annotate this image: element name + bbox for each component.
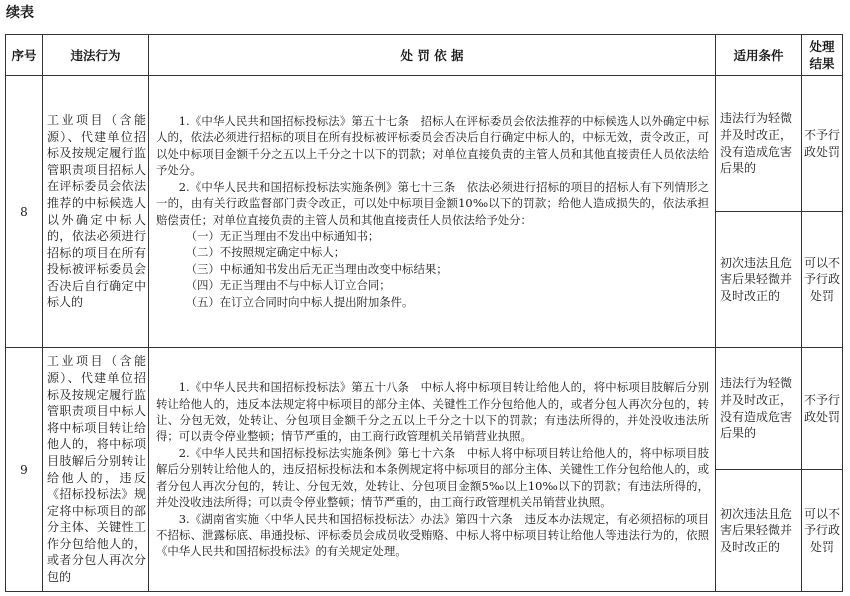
header-basis: 处 罚 依 据: [149, 35, 716, 76]
row-violation: 工业项目（含能源）、代建单位招标及按规定履行监管职责项目招标人在评标委员会依法推荐的中标候选人以外确定中标人的，依法必须进行招标的项目在所有投标被评标委员会否决后自行确定中标人的: [43, 76, 149, 348]
row-seq: 9: [6, 348, 43, 592]
header-seq: 序号: [6, 35, 43, 76]
row-condition: 初次违法且危害后果轻微并及时改正的: [716, 470, 802, 592]
table-row: [6, 76, 843, 212]
row-result: 可以不予行政处罚: [802, 470, 843, 592]
row-seq: 8: [6, 76, 43, 348]
penalty-table: [5, 34, 843, 592]
basis-items: [156, 228, 709, 310]
row-result: 不予行政处罚: [802, 76, 843, 212]
row-condition: 违法行为轻微并及时改正，没有造成危害后果的: [716, 348, 802, 470]
basis-paragraph: 2.《中华人民共和国招标投标法实施条例》第七十三条 依法必须进行招标的项目的招标人有下列情形之一的，由有关行政监督部门责令改正，可以处中标项目金额10‰以下的罚款；给他人造成损失的，依法承担赔偿责任；对单位直接负责的主管人员和其他直接责任人员依法给予处分：: [156, 179, 709, 227]
basis-paragraph: 3.《湖南省实施〈中华人民共和国招标投标法〉办法》第四十六条 违反本办法规定，有必须招标的项目不招标、泄露标底、串通投标、评标委员会成员收受贿赂、中标人将中标项目转让给他人等违法行为的，依照《中华人民共和国招标投标法》的有关规定处理。: [156, 511, 709, 559]
header-row: [6, 35, 843, 76]
row-basis: [149, 76, 716, 348]
row-result: 可以不予行政处罚: [802, 212, 843, 348]
basis-paragraph: 1.《中华人民共和国招标投标法》第五十八条 中标人将中标项目转让给他人的，将中标项目肢解后分别转让给他人的，违反本法规定将中标项目的部分主体、关键性工作分包给他人的，或者分包人再次分包的，转让、分包无效，处转让、分包项目金额千分之五以上千分之十以下的罚款；有违法所得的，并处没收违法所得；可以责令停业整顿；情节严重的，由工商行政管理机关吊销营业执照。: [156, 380, 709, 444]
basis-paragraph: 1.《中华人民共和国招标投标法》第五十七条 招标人在评标委员会依法推荐的中标候选人以外确定中标人的，依法必须进行招标的项目在所有投标被评标委员会否决后自行确定中标人的，中标无效，责令改正，可以处中标项目金额千分之五以上千分之十以下的罚款；对单位直接负责的主管人员和其他直接责任人员依法给予处分。: [156, 114, 709, 178]
header-act: 违法行为: [43, 35, 149, 76]
header-res: 处理结果: [802, 35, 843, 76]
row-condition: 初次违法且危害后果轻微并及时改正的: [716, 212, 802, 348]
continued-label: 续表: [6, 5, 34, 21]
basis-item: （五）在订立合同时向中标人提出附加条件。: [185, 294, 414, 309]
basis-item: （一）无正当理由不发出中标通知书；: [185, 228, 380, 243]
row-condition: 违法行为轻微并及时改正，没有造成危害后果的: [716, 76, 802, 212]
row-result: 不予行政处罚: [802, 348, 843, 470]
basis-paragraph: 2.《中华人民共和国招标投标法实施条例》第七十六条 中标人将中标项目转让给他人的，将中标项目肢解后分别转让给他人的，违反招标投标法和本条例规定将中标项目的部分主体、关键性工作分包给他人的，或者分包人再次分包的，转让、分包无效，处转让、分包项目金额5‰以上10‰以下的罚款；有违法所得的，并处没收违法所得；可以责令停业整顿；情节严重的，由工商行政管理机关吊销营业执照。: [156, 445, 709, 510]
row-violation: 工业项目（含能源）、代建单位招标及按规定履行监管职责项目中标人将中标项目转让给他人的，将中标项目肢解后分别转让给他人的，违反《招标投标法》规定将中标项目的部分主体、关键性工作分包给他人的，或者分包人再次分包的: [43, 348, 149, 592]
table-row: [6, 348, 843, 470]
row-basis: [149, 348, 716, 592]
header-cond: 适用条件: [716, 35, 802, 76]
basis-item: （二）不按照规定确定中标人；: [185, 245, 346, 260]
basis-item: （四）无正当理由不与中标人订立合同；: [185, 278, 391, 293]
basis-item: （三）中标通知书发出后无正当理由改变中标结果；: [185, 261, 448, 276]
